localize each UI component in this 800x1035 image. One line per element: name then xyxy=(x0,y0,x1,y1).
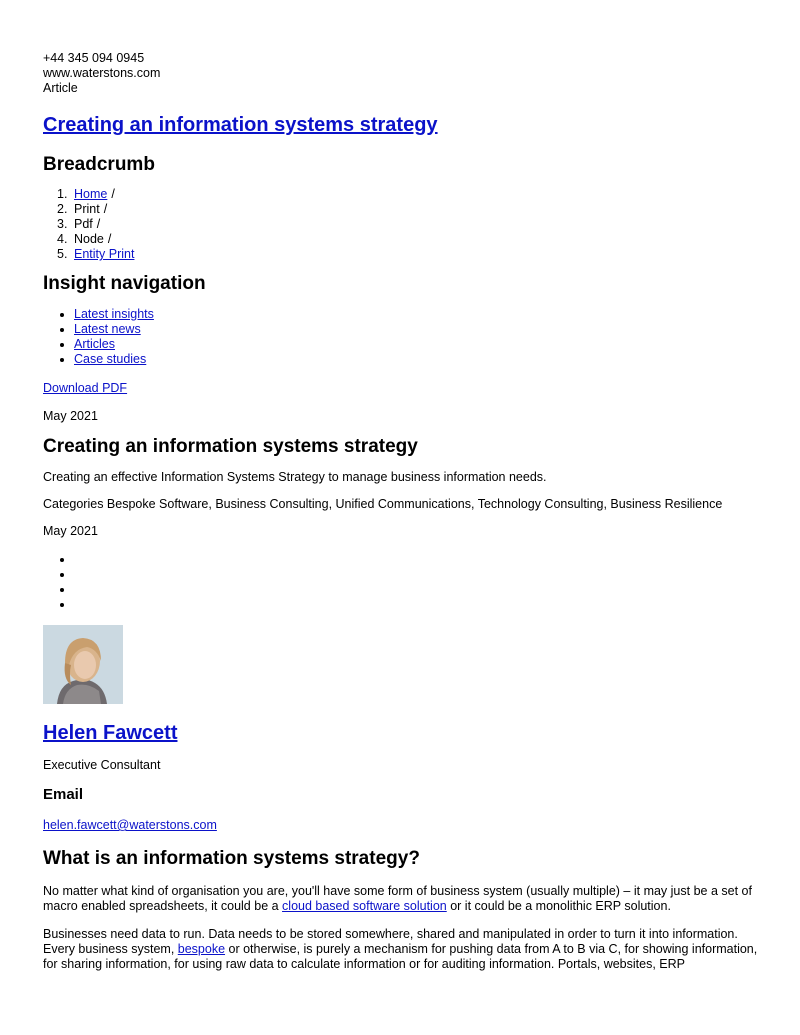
article-heading: Creating an information systems strategy xyxy=(43,436,418,457)
breadcrumb-item xyxy=(57,217,763,232)
breadcrumb-label[interactable]: Home xyxy=(74,187,108,201)
bespoke-link[interactable]: bespoke xyxy=(177,942,226,956)
breadcrumb-separator: / xyxy=(107,232,112,246)
section-paragraph-2 xyxy=(43,927,759,972)
download-pdf-link[interactable]: Download PDF xyxy=(43,381,128,395)
insight-navigation xyxy=(43,307,763,367)
breadcrumb-label[interactable]: Entity Print xyxy=(74,247,135,261)
paragraph-text: Businesses need data to run. Data needs to be stored somewhere, shared and manipulated in order to turn it into information. Every business system, xyxy=(43,927,738,956)
breadcrumb-item xyxy=(57,247,763,262)
header-block xyxy=(43,51,763,96)
list-item xyxy=(74,567,763,582)
author-role: Executive Consultant xyxy=(43,758,161,772)
nav-link[interactable]: Latest news xyxy=(74,322,141,336)
article-summary: Creating an effective Information Systems Strategy to manage business information needs. xyxy=(43,470,547,484)
nav-link[interactable]: Latest insights xyxy=(74,307,154,321)
nav-item xyxy=(74,307,763,322)
breadcrumb-separator: / xyxy=(111,187,115,201)
breadcrumb xyxy=(43,187,763,262)
breadcrumb-number: 4. xyxy=(57,232,68,246)
list-item xyxy=(74,552,763,567)
breadcrumb-item xyxy=(57,232,763,247)
paragraph-text: or it could be a monolithic ERP solution. xyxy=(446,899,671,913)
breadcrumb-label: Pdf xyxy=(74,217,93,231)
breadcrumb-item xyxy=(57,202,763,217)
breadcrumb-label: Node xyxy=(74,232,104,246)
publish-date: May 2021 xyxy=(43,409,98,423)
author-name-link[interactable]: Helen Fawcett xyxy=(43,722,178,744)
breadcrumb-label: Print xyxy=(74,202,100,216)
content-type: Article xyxy=(43,81,78,95)
phone-number: +44 345 094 0945 xyxy=(43,51,145,65)
list-item xyxy=(74,582,763,597)
breadcrumb-separator: / xyxy=(96,217,101,231)
breadcrumb-number: 2. xyxy=(57,202,68,216)
section-paragraph-1 xyxy=(43,884,753,914)
article-categories: Categories Bespoke Software, Business Consulting, Unified Communications, Technology Consulting, Business Resilience xyxy=(43,497,723,511)
author-portrait-image xyxy=(43,625,123,704)
website-text: www.waterstons.com xyxy=(43,66,161,80)
page xyxy=(43,51,763,972)
article-date: May 2021 xyxy=(43,524,98,538)
paragraph-text: No matter what kind of organisation you are, you'll have some form of business system (usually multiple) – it may just be a set of macro enabled spreadsheets, it could be a xyxy=(43,884,752,913)
nav-item xyxy=(74,352,763,367)
breadcrumb-item xyxy=(57,187,763,202)
breadcrumb-number: 1. xyxy=(57,187,68,201)
empty-share-list xyxy=(43,552,763,612)
breadcrumb-number: 3. xyxy=(57,217,68,231)
nav-item xyxy=(74,322,763,337)
email-heading: Email xyxy=(43,786,84,803)
section-heading: What is an information systems strategy? xyxy=(43,848,420,869)
nav-link[interactable]: Case studies xyxy=(74,352,147,366)
breadcrumb-heading: Breadcrumb xyxy=(43,154,155,175)
author-photo xyxy=(43,625,123,704)
article-title-link[interactable]: Creating an information systems strategy xyxy=(43,114,438,136)
list-item xyxy=(74,597,763,612)
paragraph-text: or otherwise, is purely a mechanism for pushing data from A to B via C, for showing information, for sharing information, for using raw data to calculate information or for auditing information. Portals, websites, ERP xyxy=(43,942,758,971)
breadcrumb-number: 5. xyxy=(57,247,68,261)
cloud-software-link[interactable]: cloud based software solution xyxy=(282,899,447,913)
breadcrumb-separator: / xyxy=(103,202,108,216)
nav-link[interactable]: Articles xyxy=(74,337,115,351)
nav-item xyxy=(74,337,763,352)
insight-navigation-heading: Insight navigation xyxy=(43,273,206,294)
author-email-link[interactable]: helen.fawcett@waterstons.com xyxy=(43,818,217,832)
